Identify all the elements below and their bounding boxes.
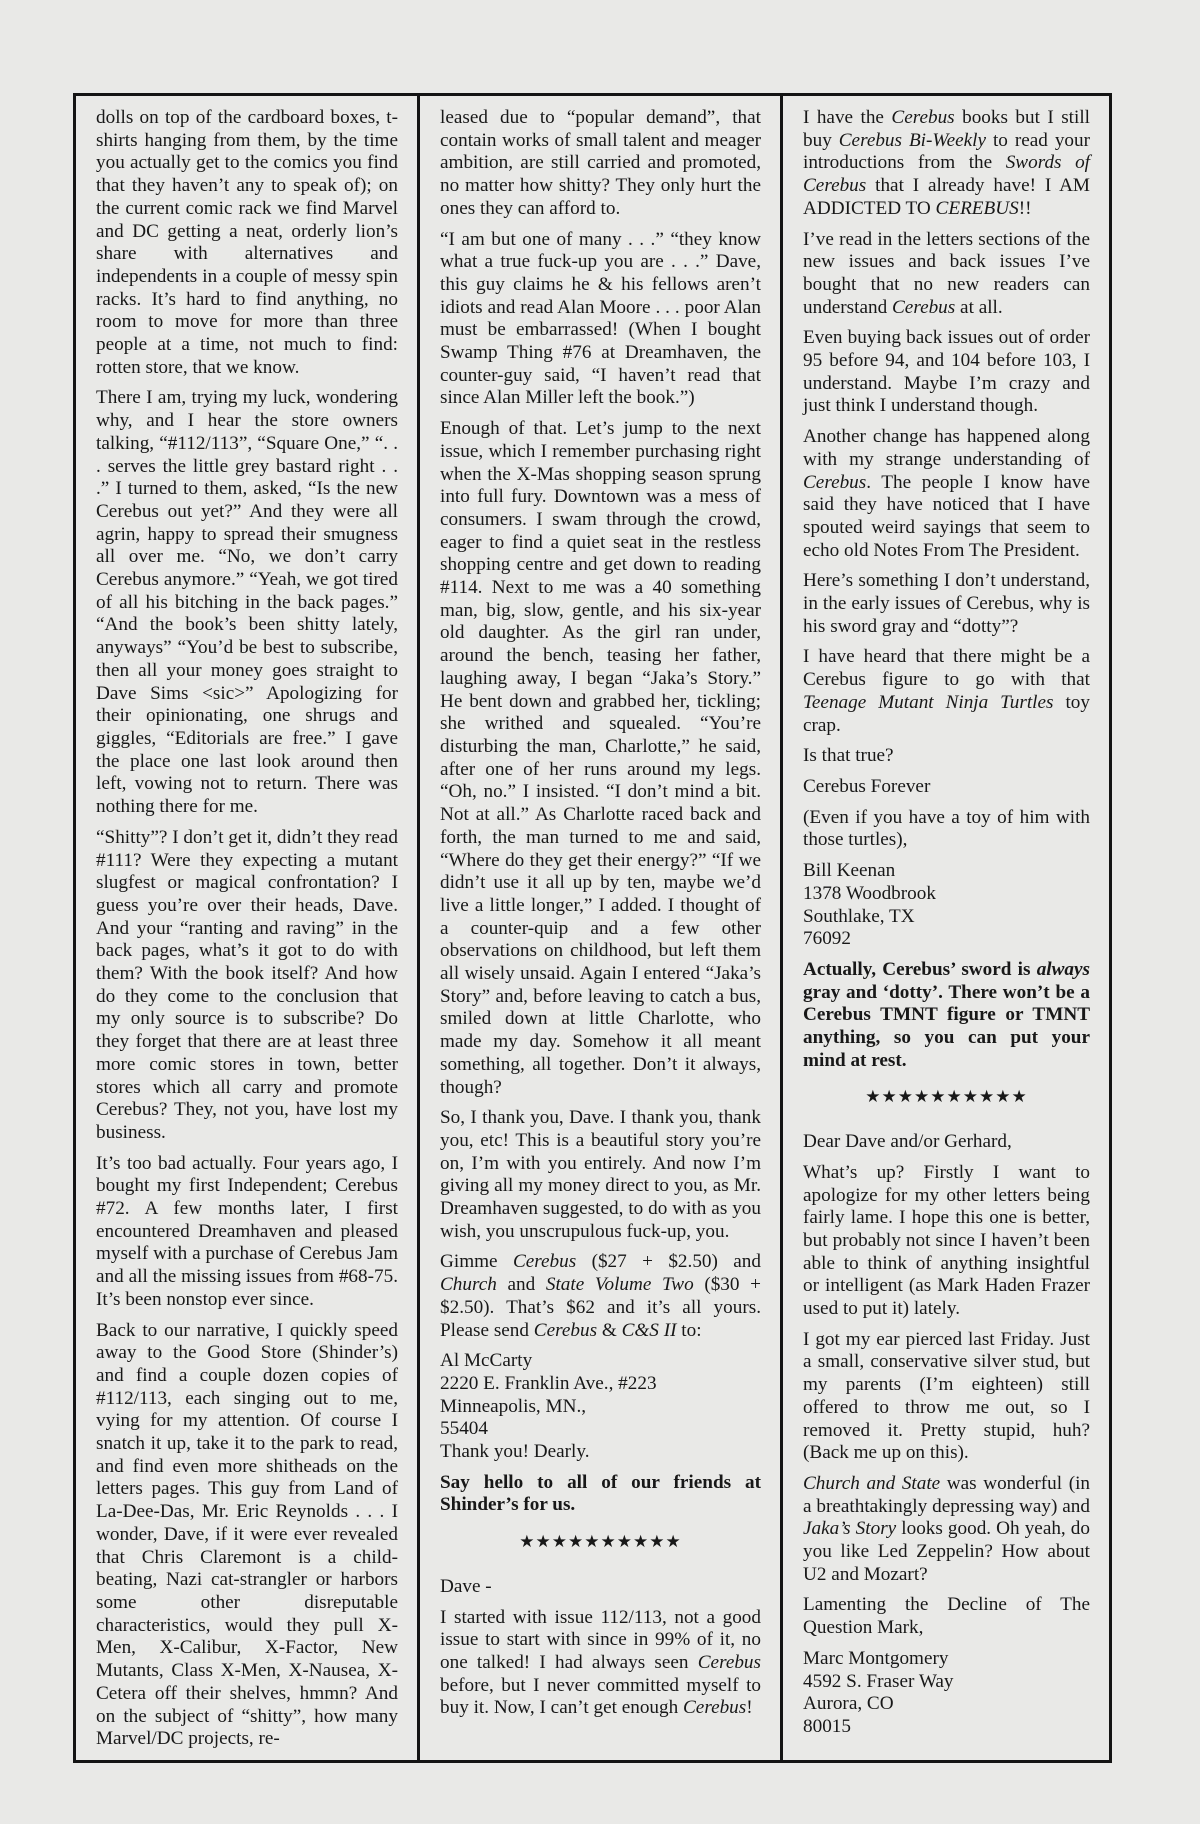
letter-paragraph (440, 1107, 761, 1243)
text-run: Enough of that. Let’s jump to the next issue, which I remember purchasing right when the X-Mas shopping season sprung into full fury. Downtown was a mess of consumers. I swam through the crowd, eager to find a quiet seat in the restless shopping centre and get down to reading #114. Next to me was a 40 something man, big, slow, gentle, and his six-year old daughter. As the girl ran under, around the bench, teasing her father, laughing away, I began “Jaka’s Story.” He bent down and grabbed her, tickling; she writhed and squealed. “You’re disturbing the man, Charlotte,” he said, after one of her runs around my legs. “Oh, no.” I insisted. “I don’t mind a bit. Not at all.” As Charlotte raced back and forth, the man turned to me and said, “Where do they get their energy?” “If we didn’t use it all up by ten, maybe we’d live a little longer,” I added. I thought of a counter-quip and a few other observations on childhood, but left them all wisely unsaid. Again I entered “Jaka’s Story” and, before leaving to catch a bus, smiled down at little Charlotte, who made my day. Somehow it all meant something, all together. Don’t it always, though? (440, 418, 761, 1098)
address-line: Aurora, CO (803, 1693, 894, 1715)
text-run: Gimme (440, 1251, 513, 1273)
letter-paragraph (803, 107, 1090, 221)
italic-text: Cerebus (533, 1319, 598, 1341)
column-left (76, 96, 417, 1760)
letter-paragraph (440, 1251, 761, 1342)
letter-paragraph (96, 1153, 398, 1312)
text-run: What’s up? Firstly I want to apologize for my other letters being fairly lame. I hope this one is better, but probably not since I haven’t been able to think of anything insightful or intelligent (as Mark Haden Frazer used to put it) lately. (803, 1161, 1090, 1320)
text-run: I have the (803, 107, 892, 128)
italic-text: Cerebus (892, 296, 956, 318)
text-run: before, but I never committed myself to buy it. Now, I can’t get enough (440, 1674, 761, 1719)
letter-paragraph (803, 646, 1090, 737)
letter-paragraph (803, 807, 1090, 852)
text-run: Even buying back issues out of order 95 before 94, and 104 before 103, I understand. Maybe I’m crazy and just think I understand though. (803, 327, 1090, 417)
editor-reply (440, 1472, 761, 1517)
letter-paragraph (803, 426, 1090, 562)
text-run: . The people I know have said they have noticed that I have spouted weird sayings that seem to echo old Notes From The President. (803, 471, 1090, 561)
italic-text: Cerebus (803, 471, 867, 493)
italic-text: always (1036, 958, 1090, 980)
text-run: leased due to “popular demand”, that contain works of small talent and meager ambition, are still carried and promoted, no matter how shitty? They only hurt the ones they can afford to. (440, 107, 761, 219)
text-run: and (496, 1274, 546, 1296)
text-run: I got my ear pierced last Friday. Just a small, conservative silver stud, but my parents (I’m eighteen) still offered to throw me out, so I removed it. Pretty stupid, huh? (Back me up on this). (803, 1328, 1090, 1464)
text-run: It’s too bad actually. Four years ago, I bought my first Independent; Cerebus #72. A few months later, I first encountered Dreamhaven and pleased myself with a purchase of Cerebus Jam and all the missing issues from #68-75. It’s been nonstop ever since. (96, 1152, 398, 1310)
letter-paragraph (96, 387, 398, 818)
italic-text: Cerebus (683, 1697, 747, 1719)
italic-text: C&S II (621, 1319, 677, 1341)
text-run: “Shitty”? I don’t get it, didn’t they read #111? Were they expecting a mutant slugfest or magical confrontation? I guess you’re over their heads, Dave. And your “ranting and raving” in the back pages, what’s it got to do with them? With the book itself? And how do they come to the conclusion that my only source is to subscribe? Do they forget that there are at least three more comic stores in town, better stores which all carry and promote Cerebus? They, not you, have lost my business. (96, 826, 398, 1143)
text-run: I’ve read in the letters sections of the new issues and back issues I’ve bought that no new readers can understand (803, 228, 1090, 318)
letter-paragraph (803, 1131, 1090, 1154)
editor-reply (803, 959, 1090, 1073)
address-line: Minneapolis, MN., (440, 1395, 587, 1417)
text-run: to: (676, 1319, 702, 1341)
letter-paragraph (440, 229, 761, 411)
italic-text: Jaka’s Story (803, 1518, 897, 1540)
address-line: 1378 Woodbrook (803, 882, 936, 904)
text-run: Is that true? (803, 745, 894, 767)
text-run: looks good. Oh yeah, do you like Led Zeppelin? How about U2 and Mozart? (803, 1518, 1090, 1585)
address-line: Al McCarty (440, 1350, 533, 1372)
letter-paragraph (440, 107, 761, 221)
letter-paragraph (803, 1594, 1090, 1639)
letter-paragraph (440, 1576, 761, 1599)
text-run: Dave - (440, 1575, 492, 1597)
text-run: ! (746, 1697, 753, 1719)
address-line: 55404 (440, 1418, 488, 1440)
text-run: Another change has happened along with my strange understanding of (803, 426, 1090, 470)
letter-paragraph (803, 327, 1090, 418)
italic-text: Cerebus (512, 1251, 577, 1273)
text-run: was wonderful (in a breathtakingly depressing way) and (803, 1472, 1091, 1517)
text-run: Dear Dave and/or Gerhard, (803, 1131, 1012, 1153)
letter-paragraph (803, 745, 1090, 768)
italic-text: Teenage Mutant Ninja Turtles (803, 691, 1054, 713)
italic-text: State Volume Two (545, 1274, 694, 1296)
column-right (780, 96, 1109, 1760)
text-run: Here’s something I don’t understand, in the early issues of Cerebus, why is his sword gray and “dotty”? (803, 570, 1090, 637)
letter-paragraph (440, 1607, 761, 1721)
text-run: Say hello to all of our friends at Shinder’s for us. (440, 1471, 761, 1516)
text-run: Actually, Cerebus’ sword is (803, 958, 1037, 980)
italic-text: Church (440, 1274, 497, 1296)
signature-address (440, 1350, 761, 1464)
text-run: & (597, 1319, 622, 1341)
star-divider: ★★★★★★★★★★ (519, 1532, 682, 1552)
text-run: So, I thank you, Dave. I thank you, thank you, etc! This is a beautiful story you’re on, I’m with you entirely. And now I’m giving all my money direct to you, as Mr. Dreamhaven suggested, to do with as you wish, you unscrupulous fuck-up, you. (440, 1107, 761, 1242)
address-line: 2220 E. Franklin Ave., #223 (440, 1372, 657, 1394)
letter-paragraph (96, 107, 398, 379)
letter-paragraph (803, 570, 1090, 638)
letter-paragraph (803, 1162, 1090, 1321)
text-run: at all. (955, 296, 1003, 318)
italic-text: Cerebus (891, 107, 955, 128)
signature-address (803, 860, 1090, 951)
signature-address (803, 1648, 1090, 1739)
letter-paragraph (803, 776, 1090, 799)
text-run: to read your introductions from the (803, 129, 1090, 174)
address-line: Bill Keenan (803, 860, 896, 882)
text-run: “I am but one of many . . .” “they know what a true fuck-up you are . . .” Dave, this guy claims he & his fellows aren’t idiots and read Alan Moore . . . poor Alan must be embarrassed! (When I bought Swamp Thing #76 at Dreamhaven, the counter-guy said, “I haven’t read that since Alan Miller left the book.”) (440, 228, 761, 409)
address-line: 76092 (803, 928, 851, 950)
text-run: that I already have! I AM ADDICTED TO (803, 175, 1090, 219)
address-line: Marc Montgomery (803, 1647, 949, 1669)
column-middle (417, 96, 780, 1760)
text-run: !! (1018, 197, 1032, 219)
text-run: Back to our narrative, I quickly speed away to the Good Store (Shinder’s) and find a couple dozen copies of #112/113, each singing out to me, vying for my attention. Of course I snatch it up, take it to the park to read, and find even more shitheads on the letters pages. This guy from Land of La-Dee-Das, Mr. Eric Reynolds . . . I wonder, Dave, if it were ever revealed that Chris Claremont is a child-beating, Nazi cat-strangler or harbors some other disreputable characteristics, would they pull X-Men, X-Calibur, X-Factor, New Mutants, Class X-Men, X-Nausea, X-Cetera off their shelves, hmmn? And on the subject of “shitty”, how many Marvel/DC projects, re- (96, 1319, 398, 1750)
italic-text: Cerebus Bi-Weekly (838, 129, 987, 151)
text-run: There I am, trying my luck, wondering why, and I hear the store owners talking, “#112/113”, “Square One,” “. . . serves the little grey bastard right . . .” I turned to them, asked, “Is the new Cerebus out yet?” And they were all agrin, happy to spread their smugness all over me. “No, we don’t carry Cerebus anymore.” “Yeah, we got tired of all his bitching in the back pages.” “And the book’s been shitty lately, anyways” “You’d be best to subscribe, then all your money goes straight to Dave Sims <sic>” Apologizing for their opinionating, one shrugs and giggles, “Editorials are free.” I gave the place one last look around then left, vowing not to return. There was nothing there for me. (96, 387, 398, 818)
text-run: Lamenting the Decline of The Question Mark, (803, 1594, 1090, 1639)
italic-text: Swords of Cerebus (803, 152, 1090, 197)
address-line: Thank you! Dearly. (440, 1441, 590, 1463)
text-run: books but I still buy (803, 107, 1090, 151)
address-line: 80015 (803, 1716, 851, 1737)
letter-paragraph (96, 827, 398, 1145)
address-line: Southlake, TX (803, 905, 915, 927)
text-run: gray and ‘dotty’. There won’t be a Cerebus TMNT figure or TMNT anything, so you can put your mind at rest. (803, 981, 1090, 1071)
italic-text: CEREBUS (935, 197, 1019, 219)
text-run: I started with issue 112/113, not a good issue to start with since in 99% of it, no one talked! I had always seen (440, 1606, 761, 1673)
text-run: ($30 + $2.50). That’s $62 and it’s all yours. Please send (440, 1274, 761, 1341)
text-run: toy crap. (803, 691, 1090, 736)
text-run: (Even if you have a toy of him with those turtles), (803, 806, 1090, 851)
text-run: dolls on top of the cardboard boxes, t-shirts hanging from them, by the time you actually get to the comics you find that they haven’t any to speak of); on the current comic rack we find Marvel and DC getting a neat, orderly lion’s share with alternatives and independents in a couple of messy spin racks. It’s hard to find anything, no room to move for more than three people at a time, not much to find: rotten store, that we know. (96, 107, 398, 378)
text-run: I have heard that there might be a Cerebus figure to go with that (803, 646, 1090, 691)
address-line: 4592 S. Fraser Way (803, 1670, 954, 1692)
italic-text: Cerebus (697, 1652, 761, 1673)
text-run: ($27 + $2.50) and (576, 1251, 761, 1273)
star-divider: ★★★★★★★★★★ (865, 1087, 1028, 1107)
text-run: Cerebus Forever (803, 775, 931, 797)
letter-paragraph (96, 1320, 398, 1751)
letter-paragraph (803, 1329, 1090, 1465)
letter-paragraph (803, 229, 1090, 320)
italic-text: Church and State (803, 1472, 941, 1494)
letter-paragraph (803, 1473, 1090, 1587)
letters-page-frame (73, 93, 1112, 1763)
letter-paragraph (440, 418, 761, 1099)
